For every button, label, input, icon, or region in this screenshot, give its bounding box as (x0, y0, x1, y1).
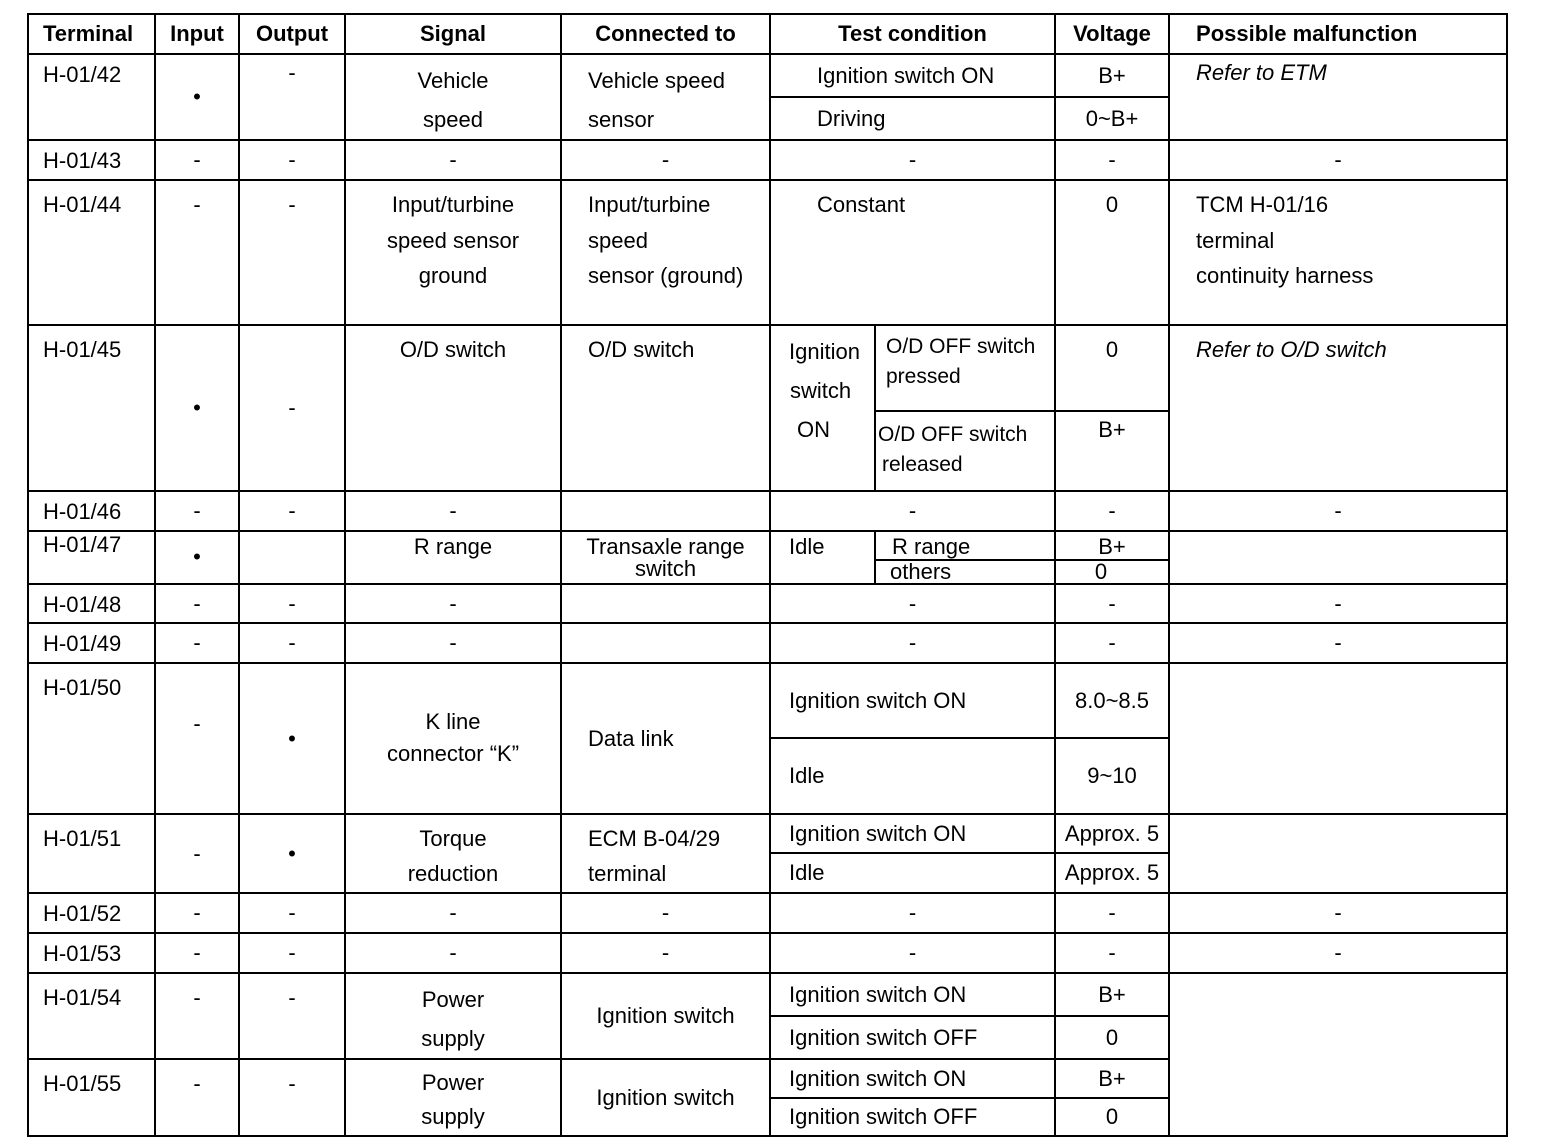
condition-cell: Driving (770, 97, 1055, 140)
output-mark: • (239, 814, 345, 893)
signal-cell: - (345, 584, 561, 624)
table-row (28, 584, 1507, 624)
terminal-cell: H-01/47 (28, 531, 155, 584)
malfunction-cell: - (1169, 584, 1507, 624)
header-signal: Signal (345, 14, 561, 54)
terminal-cell: H-01/55 (28, 1059, 155, 1136)
voltage-cell: 9~10 (1055, 738, 1169, 814)
malfunction-cell: - (1169, 893, 1507, 933)
malfunction-cell: - (1169, 491, 1507, 531)
header-terminal: Terminal (28, 14, 155, 54)
sub-condition-cell: R range (875, 531, 1055, 560)
header-test-condition: Test condition (770, 14, 1055, 54)
voltage-cell: - (1055, 893, 1169, 933)
signal-cell: - (345, 893, 561, 933)
malfunction-cell: - (1169, 623, 1507, 663)
condition-cell: - (770, 933, 1055, 973)
header-connected-to: Connected to (561, 14, 770, 54)
input-mark: - (155, 623, 239, 663)
condition-cell: Ignition switch ON (770, 663, 1055, 738)
voltage-cell: - (1055, 491, 1169, 531)
malfunction-cell: - (1169, 140, 1507, 180)
output-mark (239, 531, 345, 584)
malfunction-cell: TCM H-01/16 terminal continuity harness (1169, 180, 1507, 325)
condition-cell: Ignition switch OFF (770, 1098, 1055, 1136)
signal-cell: Vehicle speed (345, 54, 561, 140)
voltage-cell: - (1055, 933, 1169, 973)
terminal-cell: H-01/42 (28, 54, 155, 140)
malfunction-cell (1169, 663, 1507, 814)
voltage-cell: B+ (1055, 531, 1169, 560)
terminal-cell: H-01/49 (28, 623, 155, 663)
voltage-cell: B+ (1055, 1059, 1169, 1098)
condition-cell: - (770, 491, 1055, 531)
connected-cell (561, 491, 770, 531)
connected-cell: Input/turbine speed sensor (ground) (561, 180, 770, 325)
condition-cell: Ignition switch ON (770, 973, 1055, 1017)
connected-cell: Ignition switch (561, 973, 770, 1059)
condition-cell: Idle (770, 738, 1055, 814)
output-mark: - (239, 1059, 345, 1136)
terminal-cell: H-01/50 (28, 663, 155, 814)
table-row (28, 531, 1507, 560)
output-mark: - (239, 180, 345, 325)
table-row (28, 814, 1507, 854)
voltage-cell: 0 (1055, 560, 1169, 584)
malfunction-cell (1169, 973, 1507, 1136)
signal-cell: - (345, 933, 561, 973)
signal-cell: Torque reduction (345, 814, 561, 893)
voltage-cell: 8.0~8.5 (1055, 663, 1169, 738)
table-row (28, 973, 1507, 1017)
condition-cell: - (770, 584, 1055, 624)
voltage-cell: Approx. 5 (1055, 853, 1169, 893)
table-row (28, 933, 1507, 973)
connected-cell: - (561, 893, 770, 933)
connected-cell: O/D switch (561, 325, 770, 491)
sub-condition-cell: O/D OFF switch released (875, 411, 1055, 491)
table-row (28, 491, 1507, 531)
input-mark: - (155, 814, 239, 893)
table-row (28, 140, 1507, 180)
output-mark: - (239, 491, 345, 531)
input-mark: - (155, 1059, 239, 1136)
condition-cell: - (770, 140, 1055, 180)
connected-cell: - (561, 140, 770, 180)
terminal-cell: H-01/45 (28, 325, 155, 491)
terminal-cell: H-01/52 (28, 893, 155, 933)
connected-cell (561, 584, 770, 624)
connected-cell: Ignition switch (561, 1059, 770, 1136)
input-mark: • (155, 325, 239, 491)
header-input: Input (155, 14, 239, 54)
voltage-cell: 0 (1055, 180, 1169, 325)
terminal-cell: H-01/44 (28, 180, 155, 325)
table-row (28, 325, 1507, 411)
voltage-cell: - (1055, 584, 1169, 624)
input-mark: - (155, 140, 239, 180)
table-row (28, 180, 1507, 325)
signal-cell: Power supply (345, 973, 561, 1059)
input-mark: - (155, 584, 239, 624)
condition-cell: - (770, 893, 1055, 933)
output-mark: - (239, 54, 345, 140)
terminal-cell: H-01/53 (28, 933, 155, 973)
header-possible-malfunction: Possible malfunction (1169, 14, 1507, 54)
output-mark: - (239, 973, 345, 1059)
input-mark: - (155, 663, 239, 814)
signal-cell: - (345, 491, 561, 531)
voltage-cell: B+ (1055, 54, 1169, 97)
voltage-cell: 0 (1055, 1016, 1169, 1059)
output-mark: - (239, 893, 345, 933)
malfunction-cell (1169, 814, 1507, 893)
signal-cell: K line connector “K” (345, 663, 561, 814)
voltage-cell: - (1055, 623, 1169, 663)
input-mark: • (155, 531, 239, 584)
condition-cell: Ignition switch OFF (770, 1016, 1055, 1059)
malfunction-cell (1169, 531, 1507, 584)
signal-cell: R range (345, 531, 561, 584)
input-mark: - (155, 893, 239, 933)
header-row (28, 14, 1507, 54)
condition-cell: Ignition switch ON (770, 1059, 1055, 1098)
voltage-cell: B+ (1055, 411, 1169, 491)
malfunction-cell: - (1169, 933, 1507, 973)
table-row (28, 663, 1507, 738)
input-mark: - (155, 180, 239, 325)
terminal-cell: H-01/48 (28, 584, 155, 624)
connected-cell: Data link (561, 663, 770, 814)
terminal-cell: H-01/43 (28, 140, 155, 180)
voltage-cell: - (1055, 140, 1169, 180)
terminal-cell: H-01/46 (28, 491, 155, 531)
signal-cell: Power supply (345, 1059, 561, 1136)
voltage-cell: 0~B+ (1055, 97, 1169, 140)
voltage-cell: B+ (1055, 973, 1169, 1017)
signal-cell: - (345, 623, 561, 663)
header-voltage: Voltage (1055, 14, 1169, 54)
sub-condition-cell: O/D OFF switch pressed (875, 325, 1055, 411)
condition-cell: Constant (770, 180, 1055, 325)
output-mark: - (239, 584, 345, 624)
connected-cell: - (561, 933, 770, 973)
sub-condition-cell: others (875, 560, 1055, 584)
signal-cell: O/D switch (345, 325, 561, 491)
condition-main-cell: Idle (770, 531, 875, 584)
input-mark: • (155, 54, 239, 140)
voltage-cell: 0 (1055, 1098, 1169, 1136)
signal-cell: Input/turbine speed sensor ground (345, 180, 561, 325)
input-mark: - (155, 973, 239, 1059)
malfunction-cell: Refer to ETM (1169, 54, 1507, 140)
output-mark: - (239, 933, 345, 973)
condition-cell: - (770, 623, 1055, 663)
table-row (28, 54, 1507, 97)
table-row (28, 623, 1507, 663)
terminal-cell: H-01/54 (28, 973, 155, 1059)
connected-cell: Transaxle range switch (561, 531, 770, 584)
connected-cell: Vehicle speed sensor (561, 54, 770, 140)
output-mark: - (239, 623, 345, 663)
header-output: Output (239, 14, 345, 54)
output-mark: - (239, 325, 345, 491)
condition-main-cell: Ignition switch ON (770, 325, 875, 491)
connected-cell (561, 623, 770, 663)
condition-cell: Ignition switch ON (770, 54, 1055, 97)
condition-cell: Idle (770, 853, 1055, 893)
voltage-cell: Approx. 5 (1055, 814, 1169, 854)
voltage-cell: 0 (1055, 325, 1169, 411)
connected-cell: ECM B-04/29 terminal (561, 814, 770, 893)
terminal-cell: H-01/51 (28, 814, 155, 893)
output-mark: - (239, 140, 345, 180)
table-row (28, 893, 1507, 933)
input-mark: - (155, 491, 239, 531)
output-mark: • (239, 663, 345, 814)
terminal-table (27, 13, 1508, 1137)
input-mark: - (155, 933, 239, 973)
malfunction-cell: Refer to O/D switch (1169, 325, 1507, 491)
signal-cell: - (345, 140, 561, 180)
condition-cell: Ignition switch ON (770, 814, 1055, 854)
